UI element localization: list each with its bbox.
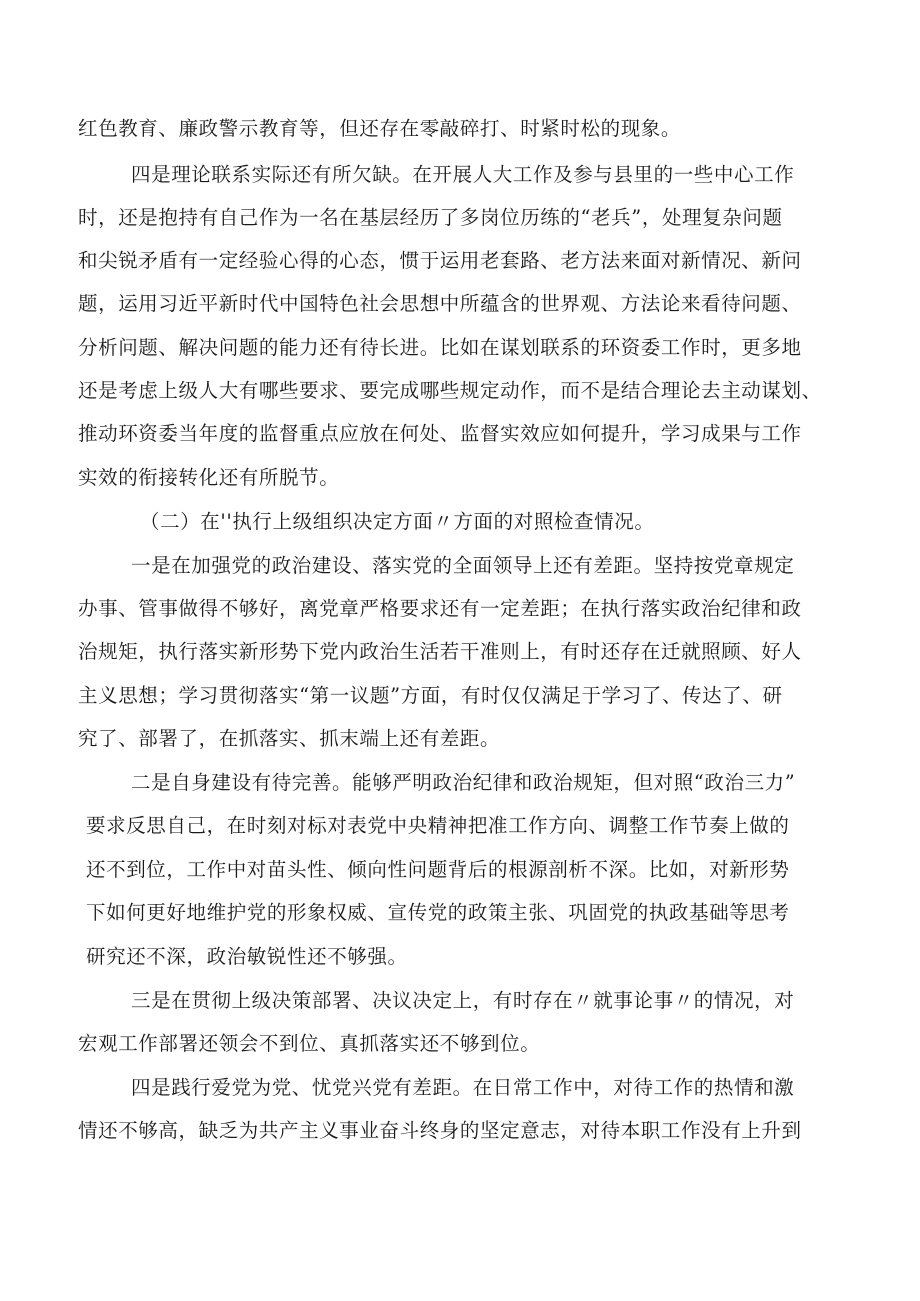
paragraph-first-line: 四是践行爱党为党、忧党兴党有差距。在日常工作中，对待工作的热情和激 xyxy=(131,1076,795,1099)
text-line: 分析问题、解决问题的能力还有待长进。比如在谋划联系的环资委工作时，更多地 xyxy=(78,336,802,359)
paragraph-first-line: 一是在加强党的政治建设、落实党的全面领导上还有差距。坚持按党章规定 xyxy=(131,554,795,577)
text-line: 研究还不深，政治敏锐性还不够强。 xyxy=(86,945,408,968)
text-line: 题，运用习近平新时代中国特色社会思想中所蕴含的世界观、方法论来看待问题、 xyxy=(78,292,802,315)
text-line: 宏观工作部署还领会不到位、真抓落实还不够到位。 xyxy=(78,1032,541,1055)
text-line: 办事、管事做得不够好，离党章严格要求还有一定差距；在执行落实政治纪律和政 xyxy=(78,597,802,620)
text-line: 实效的衔接转化还有所脱节。 xyxy=(78,466,340,489)
text-line: 还是考虑上级人大有哪些要求、要完成哪些规定动作，而不是结合理论去主动谋划、 xyxy=(78,379,822,402)
text-line: 治规矩，执行落实新形势下党内政治生活若干准则上，有时还存在迁就照顾、好人 xyxy=(78,640,802,663)
text-line: 究了、部署了，在抓落实、抓末端上还有差距。 xyxy=(78,727,501,750)
text-line: 主义思想；学习贯彻落实“第一议题”方面，有时仅仅满足于学习了、传达了、研 xyxy=(78,684,783,707)
paragraph-first-line: 四是理论联系实际还有所欠缺。在开展人大工作及参与县里的一些中心工作 xyxy=(131,163,795,186)
text-line: 还不到位，工作中对苗头性、倾向性问题背后的根源剖析不深。比如，对新形势 xyxy=(86,858,790,881)
paragraph-first-line: 二是自身建设有待完善。能够严明政治纪律和政治规矩，但对照“政治三力” xyxy=(131,771,796,794)
text-line: 和尖锐矛盾有一定经验心得的心态，惯于运用老套路、老方法来面对新情况、新问 xyxy=(78,249,802,272)
text-line: 下如何更好地维护党的形象权威、宣传党的政策主张、巩固党的执政基础等思考 xyxy=(86,901,790,924)
text-line: 推动环资委当年度的监督重点应放在何处、监督实效应如何提升，学习成果与工作 xyxy=(78,422,802,445)
text-line: 要求反思自己，在时刻对标对表党中央精神把准工作方向、调整工作节奏上做的 xyxy=(86,814,790,837)
section-heading: （二）在''执行上级组织决定方面〃方面的对照检查情况。 xyxy=(140,510,655,533)
text-line: 红色教育、廉政警示教育等，但还存在零敲碎打、时紧时松的现象。 xyxy=(78,117,682,140)
text-line: 时，还是抱持有自己作为一名在基层经历了多岗位历练的“老兵”，处理复杂问题 xyxy=(78,206,783,229)
paragraph-first-line: 三是在贯彻上级决策部署、决议决定上，有时存在〃就事论事〃的情况，对 xyxy=(131,989,795,1012)
text-line: 情还不够高，缺乏为共产主义事业奋斗终身的坚定意志，对待本职工作没有上升到 xyxy=(78,1119,802,1142)
